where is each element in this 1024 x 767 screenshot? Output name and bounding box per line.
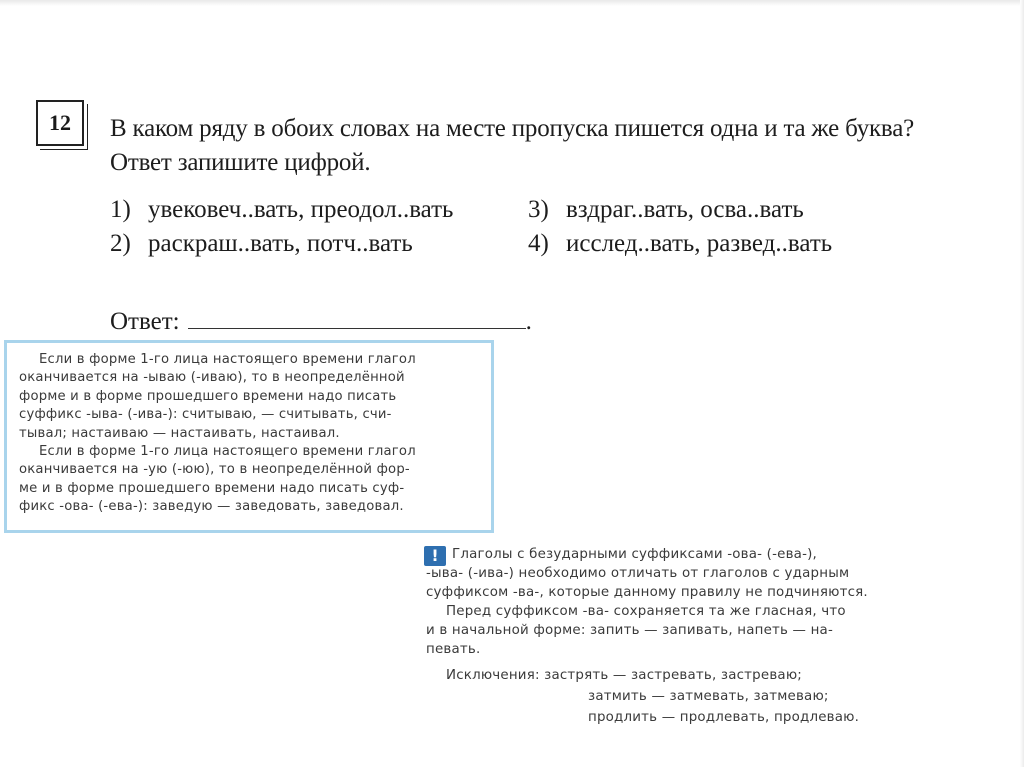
option-text: раскраш..вать, потч..вать [148,230,413,257]
option-4 [528,228,832,260]
rule-line: Если в форме 1-го лица настоящего времени глагол [39,352,416,367]
rule-line: форме и в форме прошедшего времени надо писать [19,388,397,404]
rule-line: Если в форме 1-го лица настоящего времени глагол [39,444,416,460]
rule-line: суффикс -ыва- (-ива-): считываю, — считывать, счи- [19,407,392,423]
answer-end: . [525,308,532,335]
rule-line: оканчивается на -ую (-юю), то в неопределённой фор- [19,462,410,478]
option-number: 3) [528,196,549,223]
option-2 [110,228,413,260]
note-line: -ыва- (-ива-) необходимо отличать от глаголов с ударным [426,566,850,581]
option-number: 4) [528,230,549,257]
rule-box-ivat [4,340,494,533]
note-line: продлить — продлевать, продлеваю. [588,710,860,725]
slide-top-edge [0,0,1024,6]
option-text: вздраг..вать, осва..вать [566,196,804,223]
note-line: суффиксом -ва-, которые данному правилу не подчиняются. [426,585,868,600]
rule-line: ме и в форме прошедшего времени надо писать суф- [19,480,405,496]
rule-line: тывал; настаиваю — настаивать, настаивал. [19,425,340,441]
answer-blank-line[interactable] [188,306,526,329]
option-number: 1) [110,196,131,223]
option-number: 2) [110,230,131,257]
note-line: Глаголы с безударными суффиксами -ова- (-ева-), [452,547,817,562]
option-1 [110,194,453,226]
note-box-va-suffix [424,542,972,742]
answer-row [110,306,532,336]
option-3 [528,194,804,226]
task-question [110,112,914,180]
note-line: Исключения: застрять — застревать, застреваю; [446,668,803,683]
option-text: увековеч..вать, преодол..вать [148,196,454,223]
note-line: Перед суффиксом -ва- сохраняется та же гласная, что [446,604,846,619]
task-number-box: 12 [36,100,84,146]
question-line-1: В каком ряду в обоих словах на месте пропуска пишется одна и та же буква? [110,115,915,142]
slide-right-edge [1020,0,1024,767]
question-line-2: Ответ запишите цифрой. [110,149,371,176]
option-text: исслед..вать, развед..вать [566,230,833,257]
note-line: и в начальной форме: запить — запивать, напеть — на- [426,623,833,638]
rule-line: оканчивается на -ываю (-иваю), то в неопределённой [19,370,405,386]
note-line: певать. [426,642,481,657]
rule-line: фикс -ова- (-ева-): заведую — заведовать, заведовал. [19,499,404,515]
note-line: затмить — затмевать, затмеваю; [588,689,829,704]
info-icon: ! [424,546,446,566]
answer-label: Ответ: [110,308,180,335]
